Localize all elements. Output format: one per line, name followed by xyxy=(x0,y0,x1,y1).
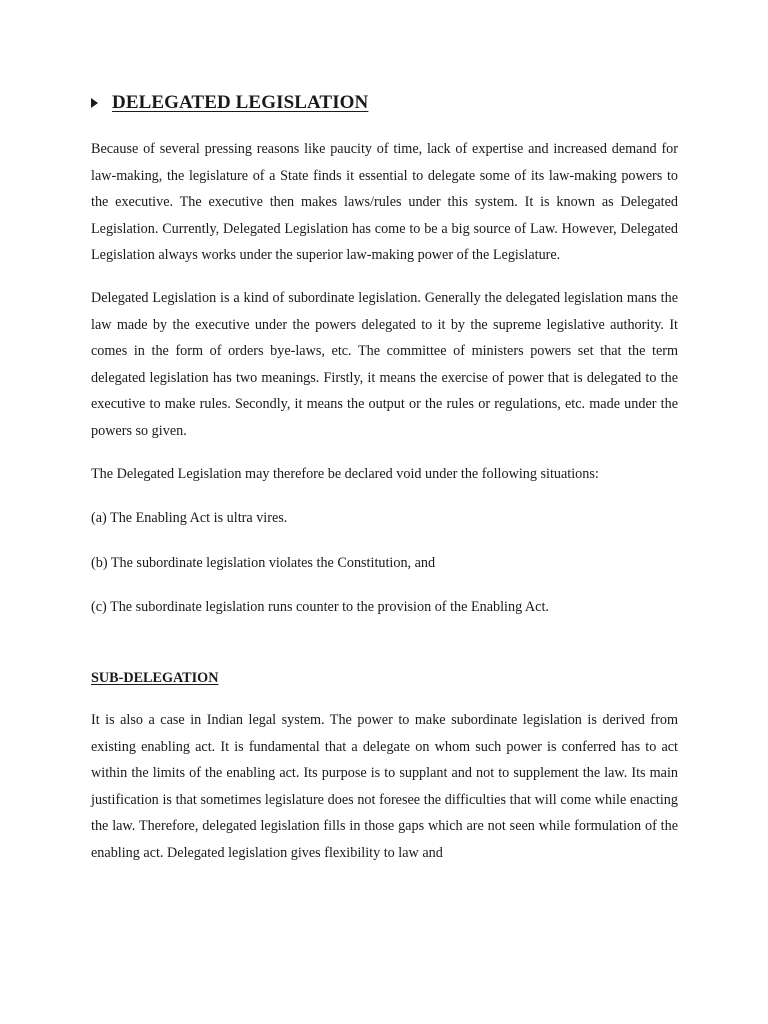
sub-heading: SUB-DELEGATION xyxy=(91,669,219,686)
arrow-bullet-icon xyxy=(91,98,98,108)
heading-row xyxy=(91,92,678,114)
situation-item-a: (a) The Enabling Act is ultra vires. xyxy=(91,510,288,527)
situations-intro: The Delegated Legislation may therefore be declared void under the following situations: xyxy=(91,465,599,482)
paragraph-definition: Delegated Legislation is a kind of subordinate legislation. Generally the delegated legislation mans the law made by the executive under the powers delegated to it by the supreme legislative authority. It comes in the form of orders bye-laws, etc. The committee of ministers powers set that the term delegated legislation has two meanings. Firstly, it means the exercise of power that is delegated to the executive to make rules. Secondly, it means the output or the rules or regulations, etc. made under the powers so given. xyxy=(91,289,678,439)
paragraph-sub-delegation: It is also a case in Indian legal system. The power to make subordinate legislation is derived from existing enabling act. It is fundamental that a delegate on whom such power is conferred has to act within the limits of the enabling act. Its purpose is to supplant and not to supplement the law. Its main justification is that sometimes legislature does not foresee the difficulties that will come while enacting the law. Therefore, delegated legislation fills in those gaps which are not seen while formulation of the enabling act. Delegated legislation gives flexibility to law and xyxy=(91,711,678,861)
situation-item-b: (b) The subordinate legislation violates the Constitution, and xyxy=(91,554,436,571)
situation-item-c: (c) The subordinate legislation runs counter to the provision of the Enabling Act. xyxy=(91,599,549,616)
document-page xyxy=(91,92,678,882)
main-heading: DELEGATED LEGISLATION xyxy=(112,92,369,113)
paragraph-intro: Because of several pressing reasons like paucity of time, lack of expertise and increased demand for law-making, the legislature of a State finds it essential to delegate some of its law-making powers to the executive. The executive then makes laws/rules under this system. It is known as Delegated Legislation. Currently, Delegated Legislation has come to be a big source of Law. However, Delegated Legislation always works under the superior law-making power of the Legislature. xyxy=(91,141,678,264)
